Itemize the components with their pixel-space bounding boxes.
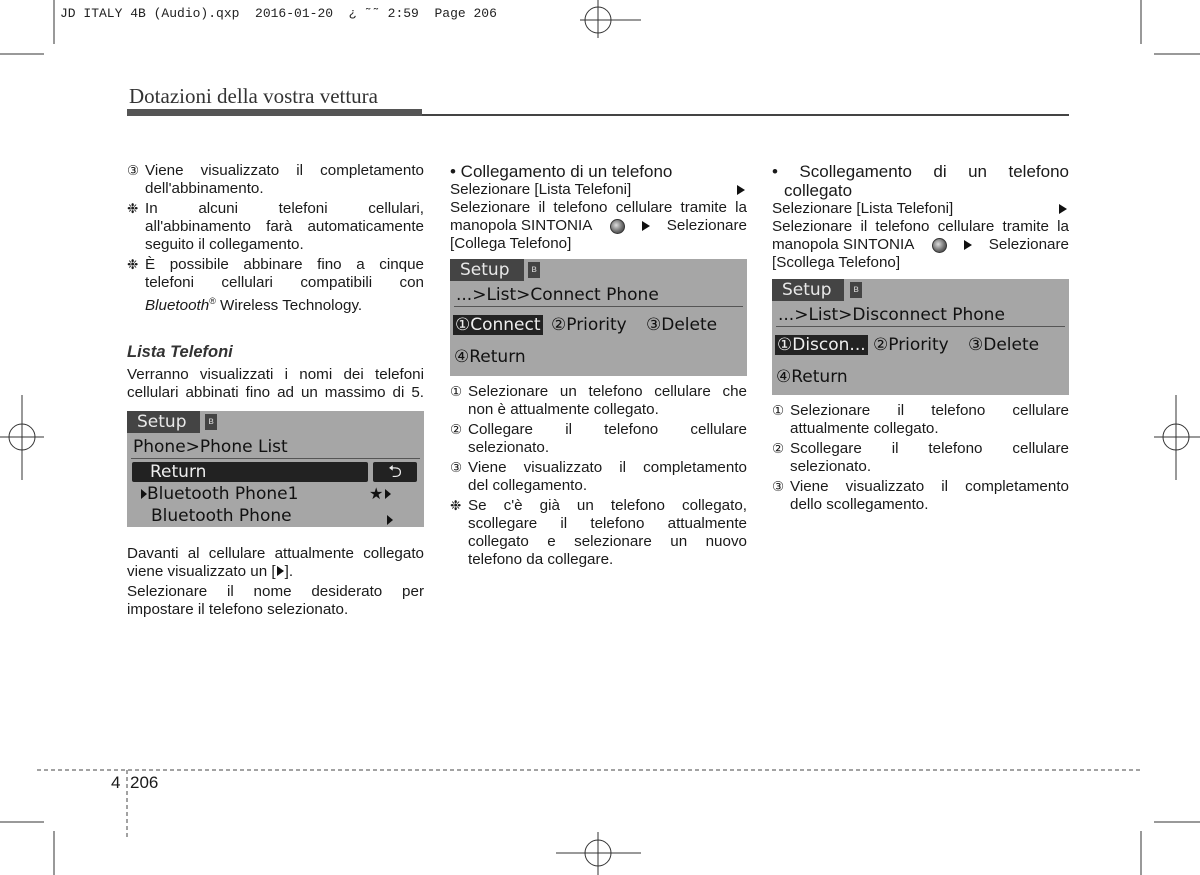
page-number: 206 bbox=[130, 773, 159, 792]
option-return[interactable]: ④Return bbox=[776, 367, 848, 387]
screen-disconnect-phone: Setup ʙ ...>List>Disconnect Phone ①Discon... ②Priority ③Delete ④Return bbox=[772, 279, 1069, 395]
note-2: ❉ È possibile abbinare fino a cinque telefoni cellulari compatibili con Bluetooth® Wireless Technology. bbox=[127, 256, 424, 315]
column-1-lower: Davanti al cellulare attualmente collegato viene visualizzato un [ ]. Selezionare il nome desiderato per impostare il telefono selezionato. bbox=[127, 545, 424, 618]
bluetooth-icon: ʙ bbox=[528, 262, 540, 278]
return-icon[interactable]: ⮌ bbox=[373, 462, 417, 482]
heading-scollegamento: • Scollegamento di un telefono bbox=[772, 162, 1069, 181]
step-3: ③ Viene visualizzato il completamento dell'abbinamento. bbox=[127, 162, 424, 197]
option-return[interactable]: ④Return bbox=[454, 347, 526, 367]
option-delete[interactable]: ③Delete bbox=[646, 315, 718, 335]
print-slug: JD ITALY 4B (Audio).qxp 2016-01-20 ¿ ˜˜ 2:59 Page 206 bbox=[60, 6, 497, 21]
list-item-bluetooth-phone[interactable]: Bluetooth Phone bbox=[151, 506, 292, 526]
heading-collegamento: • Collegamento di un telefono bbox=[450, 162, 673, 181]
chapter-number: 4 bbox=[111, 773, 121, 792]
option-connect[interactable]: ①Connect bbox=[455, 315, 541, 335]
option-priority[interactable]: ②Priority bbox=[551, 315, 627, 335]
column-2-steps: ① Selezionare un telefono cellulare che non è attualmente collegato. ② Collegare il telefono cellulare selezionato. ③ Viene visualizzato il completamento del collegamento. ❉ Se c'è già un telefono collegato, scollegare il telefono attualmente collegato e selezionare un nuovo telefono da collegare. bbox=[450, 383, 747, 568]
option-delete[interactable]: ③Delete bbox=[968, 335, 1040, 355]
list-item-return[interactable]: Return bbox=[132, 462, 368, 482]
list-item-bluetooth-phone1[interactable]: Bluetooth Phone1 bbox=[141, 484, 298, 504]
column-2: • Collegamento di un telefono Selezionare [Lista Telefoni] Selezionare il telefono cellulare tramite la manopola SINTONIA Selezionare [Collega Telefono] bbox=[450, 162, 747, 252]
screen-phone-list: Setup ʙ Phone>Phone List Return ⮌ Bluetooth Phone1 ★ Bluetooth Phone bbox=[127, 411, 424, 527]
screen-setup-bar: Setup bbox=[127, 411, 200, 433]
star-connected-icon: ★ bbox=[369, 484, 391, 503]
screen-connect-phone: Setup ʙ ...>List>Connect Phone ①Connect ②Priority ③Delete ④Return bbox=[450, 259, 747, 376]
column-3: • Scollegamento di un telefono collegato Selezionare [Lista Telefoni] Selezionare il telefono cellulare tramite la manopola SINTONIA Selezionare [Scollega Telefono] bbox=[772, 162, 1069, 271]
section-title-lista-telefoni: Lista Telefoni bbox=[127, 343, 233, 362]
bluetooth-icon: ʙ bbox=[205, 414, 217, 430]
column-3-steps: ① Selezionare il telefono cellulare attualmente collegato. ② Scollegare il telefono cellulare selezionato. ③ Viene visualizzato il completamento dello scollegamento. bbox=[772, 402, 1069, 513]
column-1: ③ Viene visualizzato il completamento dell'abbinamento. ❉ In alcuni telefoni cellulari, all'abbinamento farà automaticamente seguito il collegamento. ❉ È possibile abbinare fino a cinque telefoni cellulari compatibili con Bluetooth® Wireless Technology. Lista Telefoni Verranno visualizzati i nomi dei telefoni cellulari abbinati fino ad un massimo di 5. bbox=[127, 162, 424, 402]
bluetooth-icon: ʙ bbox=[850, 282, 862, 298]
page-title: Dotazioni della vostra vettura bbox=[129, 84, 378, 108]
option-disconnect[interactable]: ①Discon... bbox=[777, 335, 866, 355]
note-1: ❉ In alcuni telefoni cellulari, all'abbinamento farà automaticamente seguito il collegamento. bbox=[127, 200, 424, 253]
option-priority[interactable]: ②Priority bbox=[873, 335, 949, 355]
